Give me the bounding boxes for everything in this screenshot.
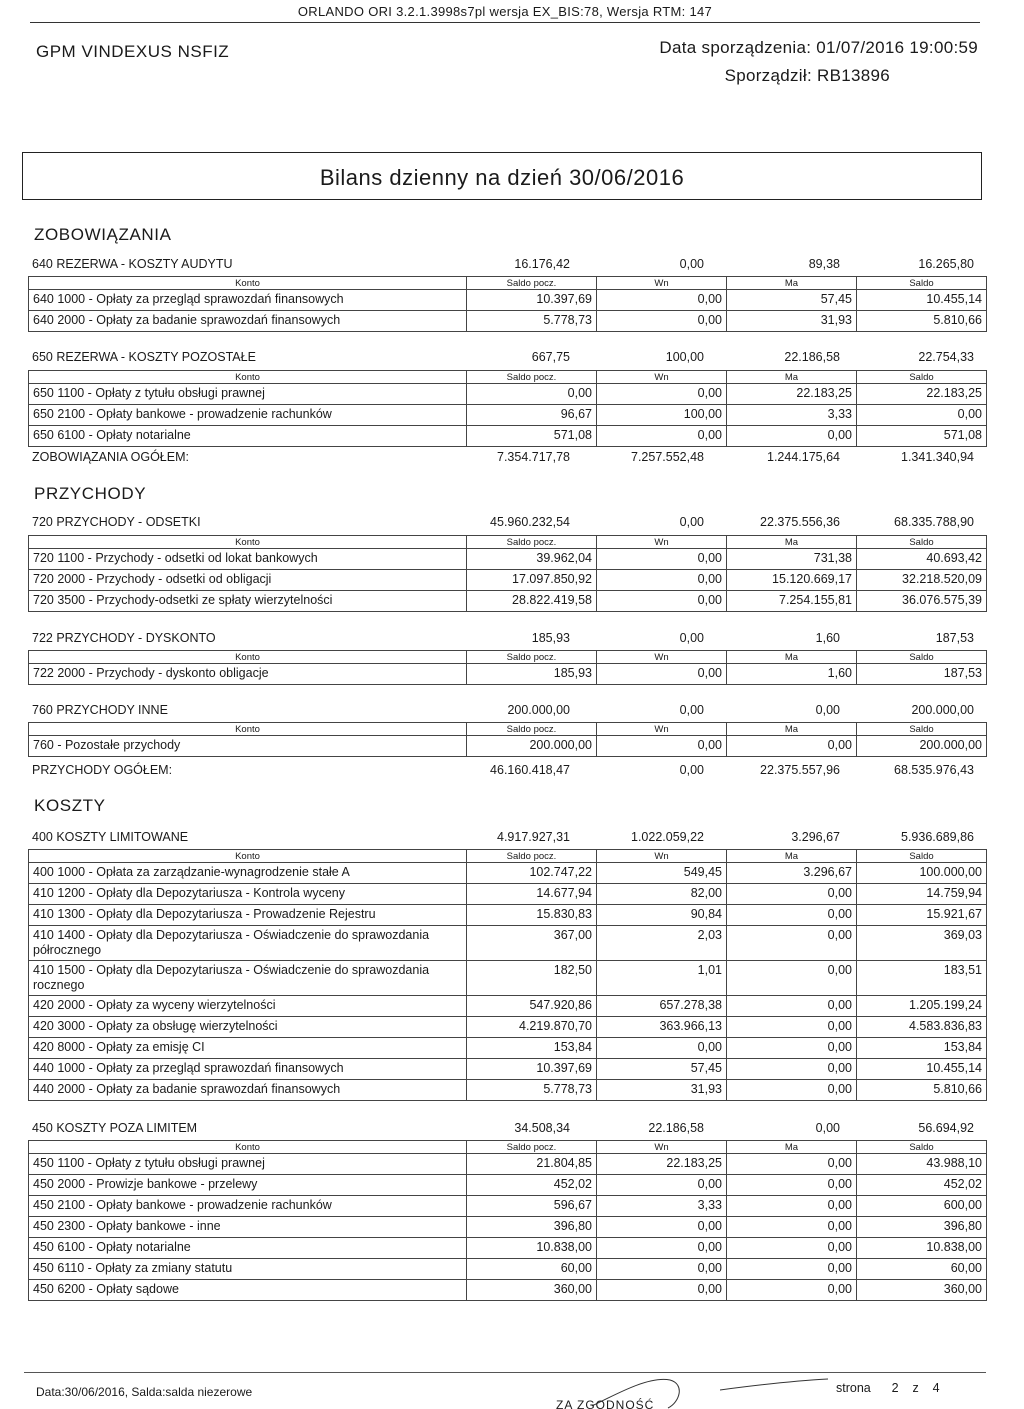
wn-value: 0,00 xyxy=(597,736,727,757)
group-header xyxy=(32,1121,980,1139)
saldo-value: 43.988,10 xyxy=(857,1154,987,1175)
table-row xyxy=(29,311,987,332)
ma-value: 0,00 xyxy=(727,961,857,996)
col-saldo: Saldo xyxy=(857,850,987,863)
group-saldo-pocz: 16.176,42 xyxy=(514,257,570,271)
col-wn: Wn xyxy=(597,651,727,664)
saldo-value: 22.183,25 xyxy=(857,384,987,405)
account-name: 420 8000 - Opłaty za emisję CI xyxy=(29,1038,467,1059)
saldo-value: 452,02 xyxy=(857,1175,987,1196)
account-name: 400 1000 - Opłata za zarządzanie-wynagrodzenie stałe A xyxy=(29,863,467,884)
group-ma: 22.375.556,36 xyxy=(760,515,840,529)
wn-value: 0,00 xyxy=(597,426,727,447)
table-row xyxy=(29,591,987,612)
col-konto: Konto xyxy=(29,371,467,384)
saldo-pocz-value: 571,08 xyxy=(467,426,597,447)
creation-date: Data sporządzenia: 01/07/2016 19:00:59 xyxy=(659,38,978,57)
account-name: 440 1000 - Opłaty za przegląd sprawozdań finansowych xyxy=(29,1059,467,1080)
ma-value: 0,00 xyxy=(727,736,857,757)
wn-value: 22.183,25 xyxy=(597,1154,727,1175)
col-konto: Konto xyxy=(29,651,467,664)
saldo-value: 10.455,14 xyxy=(857,290,987,311)
ma-value: 0,00 xyxy=(727,996,857,1017)
col-wn: Wn xyxy=(597,371,727,384)
saldo-pocz-value: 102.747,22 xyxy=(467,863,597,884)
table-row xyxy=(29,1238,987,1259)
col-ma: Ma xyxy=(727,850,857,863)
col-konto: Konto xyxy=(29,536,467,549)
group-header xyxy=(32,257,980,275)
account-name: 650 1100 - Opłaty z tytułu obsługi prawnej xyxy=(29,384,467,405)
ma-value: 0,00 xyxy=(727,926,857,961)
account-name: 450 1100 - Opłaty z tytułu obsługi prawnej xyxy=(29,1154,467,1175)
account-table xyxy=(28,276,987,332)
group-saldo: 5.936.689,86 xyxy=(901,830,974,844)
ma-value: 7.254.155,81 xyxy=(727,591,857,612)
col-wn: Wn xyxy=(597,850,727,863)
wn-value: 0,00 xyxy=(597,290,727,311)
table-row xyxy=(29,863,987,884)
wn-value: 100,00 xyxy=(597,405,727,426)
wn-value: 31,93 xyxy=(597,1080,727,1101)
saldo-value: 5.810,66 xyxy=(857,1080,987,1101)
group-saldo: 200.000,00 xyxy=(911,703,974,717)
col-saldo: Saldo xyxy=(857,277,987,290)
saldo-pocz-value: 10.397,69 xyxy=(467,290,597,311)
group-wn: 0,00 xyxy=(679,257,704,271)
section-title-przychody: PRZYCHODY xyxy=(34,484,147,503)
wn-value: 0,00 xyxy=(597,1038,727,1059)
wn-value: 0,00 xyxy=(597,384,727,405)
col-saldo-pocz: Saldo pocz. xyxy=(467,371,597,384)
ma-value: 0,00 xyxy=(727,1238,857,1259)
saldo-value: 600,00 xyxy=(857,1196,987,1217)
table-row xyxy=(29,570,987,591)
ma-value: 3.296,67 xyxy=(727,863,857,884)
saldo-pocz-value: 153,84 xyxy=(467,1038,597,1059)
page-indicator xyxy=(836,1381,940,1395)
group-wn: 1.022.059,22 xyxy=(631,830,704,844)
ma-value: 0,00 xyxy=(727,426,857,447)
group-header xyxy=(32,515,980,533)
footer-date-info: Data:30/06/2016, Salda:salda niezerowe xyxy=(36,1385,253,1399)
table-row xyxy=(29,1080,987,1101)
report-title-box xyxy=(22,152,982,200)
wn-value: 0,00 xyxy=(597,591,727,612)
total-label: ZOBOWIĄZANIA OGÓŁEM: xyxy=(32,450,189,464)
saldo-pocz-value: 396,80 xyxy=(467,1217,597,1238)
wn-value: 0,00 xyxy=(597,1259,727,1280)
group-saldo: 22.754,33 xyxy=(918,350,974,364)
account-name: 410 1300 - Opłaty dla Depozytariusza - Prowadzenie Rejestru xyxy=(29,905,467,926)
table-row xyxy=(29,1196,987,1217)
wn-value: 0,00 xyxy=(597,664,727,685)
account-name: 760 - Pozostałe przychody xyxy=(29,736,467,757)
ma-value: 0,00 xyxy=(727,1280,857,1301)
header-divider xyxy=(30,22,980,23)
account-name: 650 6100 - Opłaty notarialne xyxy=(29,426,467,447)
col-saldo-pocz: Saldo pocz. xyxy=(467,723,597,736)
saldo-pocz-value: 17.097.850,92 xyxy=(467,570,597,591)
ma-value: 31,93 xyxy=(727,311,857,332)
saldo-pocz-value: 367,00 xyxy=(467,926,597,961)
wn-value: 363.966,13 xyxy=(597,1017,727,1038)
group-name: 450 KOSZTY POZA LIMITEM xyxy=(32,1121,198,1135)
group-header xyxy=(32,703,980,721)
col-ma: Ma xyxy=(727,651,857,664)
total-przychody xyxy=(32,763,980,781)
col-konto: Konto xyxy=(29,850,467,863)
table-row xyxy=(29,1154,987,1175)
group-saldo-pocz: 185,93 xyxy=(531,631,570,645)
account-table xyxy=(28,650,987,685)
saldo-pocz-value: 96,67 xyxy=(467,405,597,426)
table-row xyxy=(29,926,987,961)
saldo-value: 10.455,14 xyxy=(857,1059,987,1080)
ma-value: 57,45 xyxy=(727,290,857,311)
saldo-value: 36.076.575,39 xyxy=(857,591,987,612)
col-ma: Ma xyxy=(727,536,857,549)
total-ma: 22.375.557,96 xyxy=(760,763,840,777)
col-wn: Wn xyxy=(597,1141,727,1154)
saldo-pocz-value: 60,00 xyxy=(467,1259,597,1280)
saldo-pocz-value: 15.830,83 xyxy=(467,905,597,926)
wn-value: 82,00 xyxy=(597,884,727,905)
saldo-pocz-value: 10.397,69 xyxy=(467,1059,597,1080)
saldo-value: 14.759,94 xyxy=(857,884,987,905)
wn-value: 0,00 xyxy=(597,1217,727,1238)
group-ma: 1,60 xyxy=(815,631,840,645)
saldo-value: 360,00 xyxy=(857,1280,987,1301)
account-name: 650 2100 - Opłaty bankowe - prowadzenie rachunków xyxy=(29,405,467,426)
col-saldo-pocz: Saldo pocz. xyxy=(467,850,597,863)
group-name: 400 KOSZTY LIMITOWANE xyxy=(32,830,189,844)
company-name: GPM VINDEXUS NSFIZ xyxy=(36,42,230,61)
group-header xyxy=(32,830,980,848)
signature-line xyxy=(720,1378,830,1392)
ma-value: 0,00 xyxy=(727,884,857,905)
table-row xyxy=(29,1175,987,1196)
account-name: 420 3000 - Opłaty za obsługę wierzytelności xyxy=(29,1017,467,1038)
group-wn: 0,00 xyxy=(679,703,704,717)
table-row xyxy=(29,549,987,570)
wn-value: 0,00 xyxy=(597,311,727,332)
table-row xyxy=(29,1038,987,1059)
group-header xyxy=(32,350,980,368)
saldo-pocz-value: 4.219.870,70 xyxy=(467,1017,597,1038)
group-saldo-pocz: 200.000,00 xyxy=(507,703,570,717)
total-saldo: 68.535.976,43 xyxy=(894,763,974,777)
group-saldo: 187,53 xyxy=(935,631,974,645)
group-wn: 22.186,58 xyxy=(648,1121,704,1135)
account-table xyxy=(28,370,987,447)
page-separator: z xyxy=(912,1381,919,1395)
wn-value: 0,00 xyxy=(597,1175,727,1196)
group-name: 720 PRZYCHODY - ODSETKI xyxy=(32,515,201,529)
wn-value: 3,33 xyxy=(597,1196,727,1217)
ma-value: 0,00 xyxy=(727,1038,857,1059)
saldo-value: 0,00 xyxy=(857,405,987,426)
saldo-value: 32.218.520,09 xyxy=(857,570,987,591)
table-row xyxy=(29,426,987,447)
ma-value: 0,00 xyxy=(727,1175,857,1196)
total-saldo: 1.341.340,94 xyxy=(901,450,974,464)
ma-value: 0,00 xyxy=(727,1217,857,1238)
footer-divider xyxy=(24,1372,986,1373)
table-row xyxy=(29,1259,987,1280)
account-name: 720 3500 - Przychody-odsetki ze spłaty wierzytelności xyxy=(29,591,467,612)
saldo-value: 187,53 xyxy=(857,664,987,685)
saldo-pocz-value: 5.778,73 xyxy=(467,311,597,332)
table-row xyxy=(29,1017,987,1038)
table-row xyxy=(29,736,987,757)
saldo-pocz-value: 596,67 xyxy=(467,1196,597,1217)
ma-value: 731,38 xyxy=(727,549,857,570)
saldo-pocz-value: 200.000,00 xyxy=(467,736,597,757)
ma-value: 0,00 xyxy=(727,1059,857,1080)
account-name: 640 1000 - Opłaty za przegląd sprawozdań finansowych xyxy=(29,290,467,311)
ma-value: 0,00 xyxy=(727,1259,857,1280)
section-title-zobowiazania: ZOBOWIĄZANIA xyxy=(34,225,172,244)
group-saldo: 56.694,92 xyxy=(918,1121,974,1135)
col-saldo: Saldo xyxy=(857,1141,987,1154)
total-zobowiazania xyxy=(32,450,980,468)
account-table xyxy=(28,722,987,757)
group-saldo-pocz: 4.917.927,31 xyxy=(497,830,570,844)
saldo-value: 571,08 xyxy=(857,426,987,447)
total-label: PRZYCHODY OGÓŁEM: xyxy=(32,763,173,777)
wn-value: 657.278,38 xyxy=(597,996,727,1017)
wn-value: 0,00 xyxy=(597,1280,727,1301)
account-name: 450 2100 - Opłaty bankowe - prowadzenie rachunków xyxy=(29,1196,467,1217)
certification-stamp: ZA ZGODNOŚĆ xyxy=(556,1398,655,1409)
saldo-pocz-value: 21.804,85 xyxy=(467,1154,597,1175)
total-saldo-pocz: 7.354.717,78 xyxy=(497,450,570,464)
saldo-value: 10.838,00 xyxy=(857,1238,987,1259)
col-konto: Konto xyxy=(29,723,467,736)
col-ma: Ma xyxy=(727,723,857,736)
group-wn: 0,00 xyxy=(679,515,704,529)
saldo-pocz-value: 10.838,00 xyxy=(467,1238,597,1259)
table-row xyxy=(29,1059,987,1080)
saldo-value: 153,84 xyxy=(857,1038,987,1059)
ma-value: 0,00 xyxy=(727,1196,857,1217)
ma-value: 0,00 xyxy=(727,905,857,926)
page-total: 4 xyxy=(932,1381,940,1395)
col-saldo: Saldo xyxy=(857,651,987,664)
group-ma: 0,00 xyxy=(815,1121,840,1135)
wn-value: 2,03 xyxy=(597,926,727,961)
col-wn: Wn xyxy=(597,277,727,290)
author-id: Sporządził: RB13896 xyxy=(724,66,890,85)
group-name: 760 PRZYCHODY INNE xyxy=(32,703,168,717)
saldo-value: 40.693,42 xyxy=(857,549,987,570)
table-row xyxy=(29,996,987,1017)
saldo-value: 200.000,00 xyxy=(857,736,987,757)
account-name: 450 6100 - Opłaty notarialne xyxy=(29,1238,467,1259)
wn-value: 57,45 xyxy=(597,1059,727,1080)
saldo-value: 15.921,67 xyxy=(857,905,987,926)
account-name: 720 1100 - Przychody - odsetki od lokat bankowych xyxy=(29,549,467,570)
table-row xyxy=(29,961,987,996)
table-row xyxy=(29,384,987,405)
saldo-value: 369,03 xyxy=(857,926,987,961)
group-saldo-pocz: 45.960.232,54 xyxy=(490,515,570,529)
col-saldo-pocz: Saldo pocz. xyxy=(467,277,597,290)
table-row xyxy=(29,290,987,311)
saldo-pocz-value: 5.778,73 xyxy=(467,1080,597,1101)
account-name: 410 1200 - Opłaty dla Depozytariusza - Kontrola wyceny xyxy=(29,884,467,905)
ma-value: 15.120.669,17 xyxy=(727,570,857,591)
col-saldo-pocz: Saldo pocz. xyxy=(467,651,597,664)
group-ma: 3.296,67 xyxy=(791,830,840,844)
group-wn: 0,00 xyxy=(679,631,704,645)
account-name: 722 2000 - Przychody - dyskonto obligacje xyxy=(29,664,467,685)
saldo-pocz-value: 182,50 xyxy=(467,961,597,996)
table-row xyxy=(29,905,987,926)
saldo-value: 396,80 xyxy=(857,1217,987,1238)
total-wn: 0,00 xyxy=(679,763,704,777)
table-row xyxy=(29,1280,987,1301)
total-saldo-pocz: 46.160.418,47 xyxy=(490,763,570,777)
account-name: 720 2000 - Przychody - odsetki od obligacji xyxy=(29,570,467,591)
saldo-value: 1.205.199,24 xyxy=(857,996,987,1017)
table-row xyxy=(29,405,987,426)
col-ma: Ma xyxy=(727,371,857,384)
ma-value: 22.183,25 xyxy=(727,384,857,405)
group-wn: 100,00 xyxy=(665,350,704,364)
col-saldo-pocz: Saldo pocz. xyxy=(467,1141,597,1154)
table-row xyxy=(29,884,987,905)
group-ma: 0,00 xyxy=(815,703,840,717)
account-table xyxy=(28,849,987,1101)
page-number: 2 xyxy=(891,1381,899,1395)
group-name: 650 REZERWA - KOSZTY POZOSTAŁE xyxy=(32,350,256,364)
group-name: 722 PRZYCHODY - DYSKONTO xyxy=(32,631,216,645)
saldo-pocz-value: 0,00 xyxy=(467,384,597,405)
ma-value: 0,00 xyxy=(727,1080,857,1101)
ma-value: 1,60 xyxy=(727,664,857,685)
saldo-value: 60,00 xyxy=(857,1259,987,1280)
group-saldo-pocz: 34.508,34 xyxy=(514,1121,570,1135)
col-wn: Wn xyxy=(597,723,727,736)
col-saldo: Saldo xyxy=(857,536,987,549)
saldo-value: 183,51 xyxy=(857,961,987,996)
col-ma: Ma xyxy=(727,1141,857,1154)
col-saldo: Saldo xyxy=(857,723,987,736)
page-label: strona xyxy=(836,1381,871,1395)
saldo-pocz-value: 360,00 xyxy=(467,1280,597,1301)
group-saldo-pocz: 667,75 xyxy=(531,350,570,364)
group-saldo: 68.335.788,90 xyxy=(894,515,974,529)
saldo-pocz-value: 452,02 xyxy=(467,1175,597,1196)
ma-value: 0,00 xyxy=(727,1017,857,1038)
account-name: 410 1500 - Opłaty dla Depozytariusza - Oświadczenie do sprawozdania rocznego xyxy=(29,961,467,996)
col-konto: Konto xyxy=(29,1141,467,1154)
account-name: 410 1400 - Opłaty dla Depozytariusza - Oświadczenie do sprawozdania półrocznego xyxy=(29,926,467,961)
col-saldo-pocz: Saldo pocz. xyxy=(467,536,597,549)
account-table xyxy=(28,535,987,612)
saldo-pocz-value: 547.920,86 xyxy=(467,996,597,1017)
group-saldo: 16.265,80 xyxy=(918,257,974,271)
saldo-pocz-value: 14.677,94 xyxy=(467,884,597,905)
saldo-pocz-value: 185,93 xyxy=(467,664,597,685)
saldo-value: 100.000,00 xyxy=(857,863,987,884)
wn-value: 0,00 xyxy=(597,570,727,591)
total-ma: 1.244.175,64 xyxy=(767,450,840,464)
wn-value: 0,00 xyxy=(597,549,727,570)
saldo-pocz-value: 28.822.419,58 xyxy=(467,591,597,612)
group-ma: 89,38 xyxy=(808,257,840,271)
col-wn: Wn xyxy=(597,536,727,549)
account-name: 640 2000 - Opłaty za badanie sprawozdań finansowych xyxy=(29,311,467,332)
wn-value: 1,01 xyxy=(597,961,727,996)
saldo-pocz-value: 39.962,04 xyxy=(467,549,597,570)
saldo-value: 5.810,66 xyxy=(857,311,987,332)
wn-value: 90,84 xyxy=(597,905,727,926)
table-row xyxy=(29,664,987,685)
col-saldo: Saldo xyxy=(857,371,987,384)
saldo-value: 4.583.836,83 xyxy=(857,1017,987,1038)
account-name: 450 2000 - Prowizje bankowe - przelewy xyxy=(29,1175,467,1196)
section-title-koszty: KOSZTY xyxy=(34,796,106,815)
total-wn: 7.257.552,48 xyxy=(631,450,704,464)
system-version-line: ORLANDO ORI 3.2.1.3998s7pl wersja EX_BIS:78, Wersja RTM: 147 xyxy=(297,4,713,19)
group-header xyxy=(32,631,980,649)
group-name: 640 REZERWA - KOSZTY AUDYTU xyxy=(32,257,233,271)
account-name: 440 2000 - Opłaty za badanie sprawozdań finansowych xyxy=(29,1080,467,1101)
wn-value: 0,00 xyxy=(597,1238,727,1259)
account-name: 450 6110 - Opłaty za zmiany statutu xyxy=(29,1259,467,1280)
col-ma: Ma xyxy=(727,277,857,290)
account-name: 420 2000 - Opłaty za wyceny wierzytelności xyxy=(29,996,467,1017)
account-table xyxy=(28,1140,987,1301)
report-title: Bilans dzienny na dzień 30/06/2016 xyxy=(319,165,685,190)
group-ma: 22.186,58 xyxy=(784,350,840,364)
ma-value: 0,00 xyxy=(727,1154,857,1175)
account-name: 450 6200 - Opłaty sądowe xyxy=(29,1280,467,1301)
table-row xyxy=(29,1217,987,1238)
col-konto: Konto xyxy=(29,277,467,290)
account-name: 450 2300 - Opłaty bankowe - inne xyxy=(29,1217,467,1238)
wn-value: 549,45 xyxy=(597,863,727,884)
ma-value: 3,33 xyxy=(727,405,857,426)
